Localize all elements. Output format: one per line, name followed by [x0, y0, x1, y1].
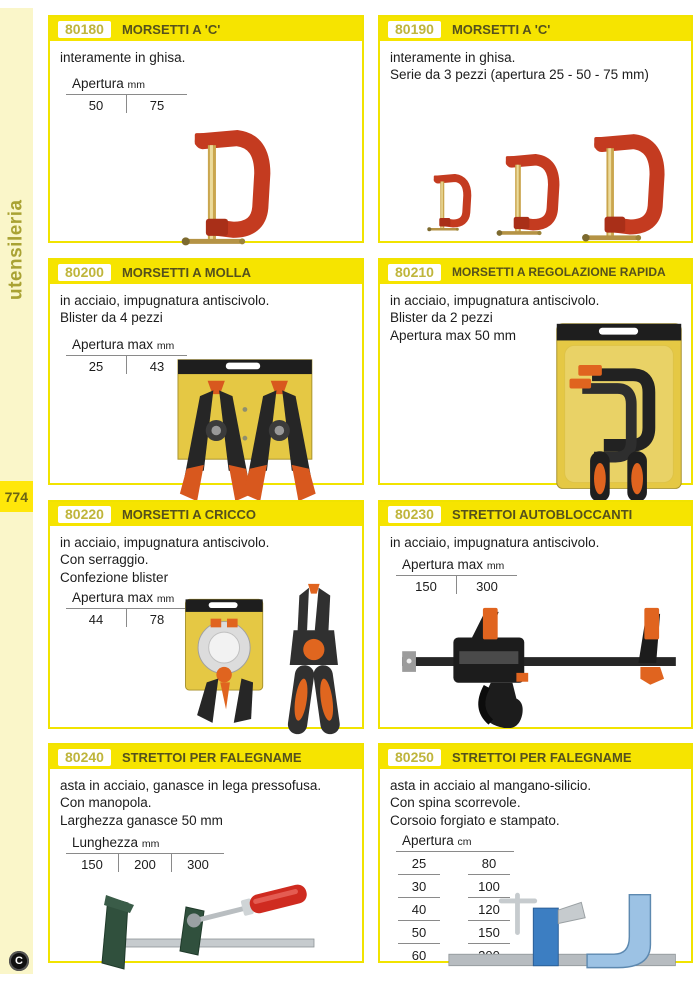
category-label: utensileria — [5, 199, 27, 301]
desc-line: Con spina scorrevole. — [390, 795, 521, 811]
product-body — [380, 769, 691, 961]
size-table-header: Apertura max mm — [66, 590, 187, 609]
size-value: 75 — [126, 95, 187, 113]
size-value: 50 — [88, 98, 104, 114]
size-table — [66, 835, 224, 872]
size-table-header: Apertura mm — [66, 76, 187, 95]
size-value: 44 — [88, 611, 104, 627]
desc-line: Serie da 3 pezzi (apertura 25 - 50 - 75 mm) — [390, 67, 649, 83]
product-code: 80190 — [388, 21, 441, 38]
product-cell-80190 — [378, 15, 693, 243]
product-body — [50, 769, 362, 961]
product-title: MORSETTI A CRICCO — [121, 506, 257, 522]
size-table-values — [66, 854, 224, 872]
size-grid-row — [396, 852, 514, 875]
product-code: 80180 — [58, 21, 111, 38]
product-image-red-c-clamp — [162, 123, 282, 259]
size-table — [66, 76, 187, 113]
product-cell-80250 — [378, 743, 693, 963]
size-value: 150 — [468, 921, 510, 944]
size-table-header: Apertura cm — [396, 833, 514, 852]
product-code: 80230 — [388, 506, 441, 523]
size-value: 300 — [171, 854, 224, 872]
size-table — [66, 590, 187, 627]
page-number: 774 — [4, 488, 28, 505]
size-value: 60 — [411, 947, 427, 963]
size-value: 78 — [126, 609, 187, 627]
product-title: STRETTOI PER FALEGNAME — [121, 749, 302, 765]
size-value: 200 — [118, 854, 171, 872]
product-cell-80240 — [48, 743, 364, 963]
product-title: STRETTOI PER FALEGNAME — [451, 749, 632, 765]
product-image-bar-clamp — [392, 602, 688, 728]
size-value: 43 — [126, 356, 187, 374]
product-title: MORSETTI A MOLLA — [121, 264, 251, 280]
size-value: 80 — [468, 852, 510, 875]
product-body — [50, 284, 362, 483]
product-header — [50, 260, 362, 284]
product-title: MORSETTI A 'C' — [451, 21, 551, 37]
size-value: 150 — [415, 579, 437, 595]
product-code: 80250 — [388, 749, 441, 766]
product-code: 80210 — [388, 264, 441, 281]
product-image-red-c-clamp-set — [418, 121, 668, 261]
brand-logo-icon — [9, 951, 29, 971]
size-table-header: Lunghezza mm — [66, 835, 224, 854]
desc-line: asta in acciaio al mangano-silicio. — [390, 778, 592, 793]
product-title: MORSETTI A REGOLAZIONE RAPIDA — [451, 265, 666, 279]
desc-line: in acciaio, impugnatura antiscivolo. — [390, 293, 600, 308]
desc-line: asta in acciaio, ganasce in lega pressofusa. — [60, 778, 322, 793]
size-value: 50 — [398, 921, 440, 944]
product-image-f-clamp-blue — [442, 887, 688, 983]
product-header — [380, 745, 691, 769]
product-code: 80220 — [58, 506, 111, 523]
desc-line: Blister da 2 pezzi — [390, 310, 493, 326]
size-table-values — [66, 609, 187, 627]
product-body — [380, 41, 691, 241]
size-value: 120 — [468, 898, 510, 921]
product-body — [50, 41, 362, 241]
product-image-quick-clamps-blister — [552, 314, 686, 510]
product-body — [50, 526, 362, 727]
desc-line: interamente in ghisa. — [60, 50, 186, 65]
size-value: 25 — [398, 852, 440, 875]
product-image-spring-clamps-blister — [162, 354, 324, 507]
desc-line: in acciaio, impugnatura antiscivolo. — [60, 535, 270, 550]
product-title: STRETTOI AUTOBLOCCANTI — [451, 506, 633, 522]
product-cell-80210 — [378, 258, 693, 485]
desc-line: in acciaio, impugnatura antiscivolo. — [390, 535, 600, 550]
desc-line: Con manopola. — [60, 795, 152, 811]
size-value: 25 — [88, 358, 104, 374]
desc-line: Corsoio forgiato e stampato. — [390, 812, 560, 828]
product-image-f-clamp-red-handle — [88, 879, 328, 979]
size-table — [396, 557, 517, 594]
desc-line: Con serraggio. — [60, 552, 149, 568]
size-value: 40 — [398, 898, 440, 921]
size-value: 300 — [456, 576, 517, 594]
product-cell-80230 — [378, 500, 693, 729]
product-title: MORSETTI A 'C' — [121, 21, 221, 37]
desc-line: in acciaio, impugnatura antiscivolo. — [60, 293, 270, 308]
desc-line: interamente in ghisa. — [390, 50, 516, 65]
product-cell-80180 — [48, 15, 364, 243]
product-header — [50, 502, 362, 526]
logo-letter: C — [15, 955, 23, 967]
product-header — [380, 17, 691, 41]
product-cell-80200 — [48, 258, 364, 485]
size-value: 30 — [398, 875, 440, 898]
size-table-header: Apertura max mm — [396, 557, 517, 576]
product-body — [380, 526, 691, 727]
page-number-badge — [0, 481, 33, 512]
size-table-header: Apertura max mm — [66, 337, 187, 356]
product-cell-80220 — [48, 500, 364, 729]
size-value: 150 — [81, 856, 103, 872]
product-header — [380, 260, 691, 284]
size-value: 100 — [468, 875, 510, 898]
product-code: 80240 — [58, 749, 111, 766]
desc-line: Apertura max 50 mm — [390, 327, 517, 343]
product-header — [50, 17, 362, 41]
desc-line: Confezione blister — [60, 569, 169, 585]
desc-line: Larghezza ganasce 50 mm — [60, 812, 223, 828]
size-table-values — [66, 95, 187, 113]
desc-line: Blister da 4 pezzi — [60, 310, 163, 326]
product-code: 80200 — [58, 264, 111, 281]
product-header — [380, 502, 691, 526]
product-header — [50, 745, 362, 769]
product-body — [380, 284, 691, 483]
product-image-ratchet-clamps — [182, 582, 354, 746]
size-table-values — [396, 576, 517, 594]
